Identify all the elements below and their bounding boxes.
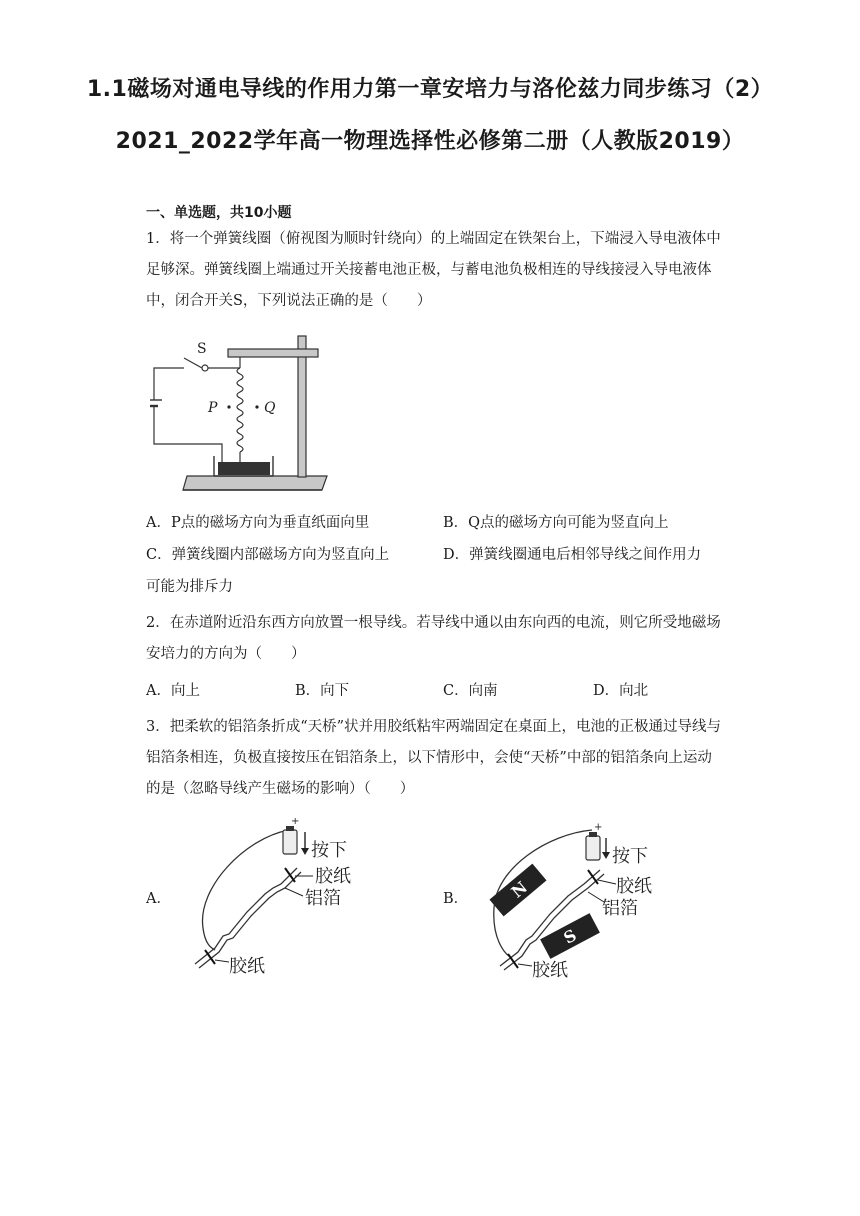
document-title: 1.1磁场对通电导线的作用力第一章安培力与洛伦兹力同步练习（2）2021_2022学年高一物理选择性必修第二册（人教版2019） (86, 77, 774, 154)
question-3-stem: 3．把柔软的铝箔条折成“天桥”状并用胶纸粘牢两端固定在桌面上，电池的正极通过导线与铝箔条相连，负极直接按压在铝箔条上，以下情形中，会使“天桥”中部的铝箔条向上运动的是（忽略导线产生磁场的影响）（ ） (146, 719, 722, 797)
question-2-option-b: B．向下 (295, 683, 350, 699)
question-1-option-b: B．Q点的磁场方向可能为竖直向上 (443, 515, 669, 531)
battery (283, 830, 297, 854)
press-label: 按下 (612, 846, 648, 867)
switch-blade (184, 358, 202, 368)
tape-bottom-label: 胶纸 (229, 956, 265, 977)
question-1-figure (150, 332, 335, 501)
tape-bottom-label: 胶纸 (532, 960, 568, 981)
question-1-option-a: A．P点的磁场方向为垂直纸面向里 (146, 515, 370, 531)
down-arrow-icon (602, 852, 610, 859)
question-1-option-c: C．弹簧线圈内部磁场方向为竖直向上 (146, 547, 390, 563)
tape-label: 胶纸 (616, 876, 652, 897)
question-3-figure-a (185, 818, 375, 987)
conducting-liquid (218, 462, 270, 475)
press-label: 按下 (311, 840, 347, 861)
coil-circuit-diagram (150, 332, 335, 497)
question-2-option-c: C．向南 (443, 683, 498, 699)
point-p-label: P (208, 400, 218, 416)
point-p (227, 405, 230, 408)
question-1-stem: 1．将一个弹簧线圈（俯视图为顺时针绕向）的上端固定在铁架台上，下端浸入导电液体中足够深。弹簧线圈上端通过开关接蓄电池正极，与蓄电池负极相连的导线接浸入导电液体中，闭合开关S，下列说法正确的是（ ） (146, 231, 721, 309)
tape-label: 胶纸 (315, 866, 351, 887)
down-arrow-icon (301, 848, 309, 855)
point-q-label: Q (264, 400, 276, 416)
question-1-option-d-cont: 可能为排斥力 (146, 579, 233, 595)
foil-label: 铝箔 (305, 888, 341, 909)
stand-arm (228, 349, 318, 357)
switch-contact (202, 365, 208, 371)
foil-label: 铝箔 (602, 898, 638, 919)
question-2-option-a: A．向上 (146, 683, 200, 699)
plus-sign: + (291, 818, 300, 827)
spring-coil (237, 368, 243, 452)
south-label: S (560, 925, 580, 948)
switch-label: S (197, 341, 207, 357)
svg-text:+: + (594, 822, 603, 833)
question-1-option-d: D．弹簧线圈通电后相邻导线之间作用力 (443, 547, 702, 563)
stand-base (183, 476, 327, 490)
magnet-south (540, 913, 600, 959)
foil-strip-top (195, 868, 297, 964)
question-3-option-a: A． (146, 891, 171, 907)
question-3-option-b: B． (443, 891, 469, 907)
north-label: N (507, 877, 532, 902)
foil-strip-bottom (199, 872, 301, 968)
question-3-figure-b (488, 818, 678, 987)
battery (586, 836, 600, 860)
question-2-stem: 2．在赤道附近沿东西方向放置一根导线。若导线中通以由东向西的电流，则它所受地磁场安培力的方向为（ ） (146, 615, 721, 662)
point-q (255, 405, 258, 408)
section-heading: 一、单选题，共10小题 (146, 205, 292, 221)
question-2-option-d: D．向北 (593, 683, 649, 699)
